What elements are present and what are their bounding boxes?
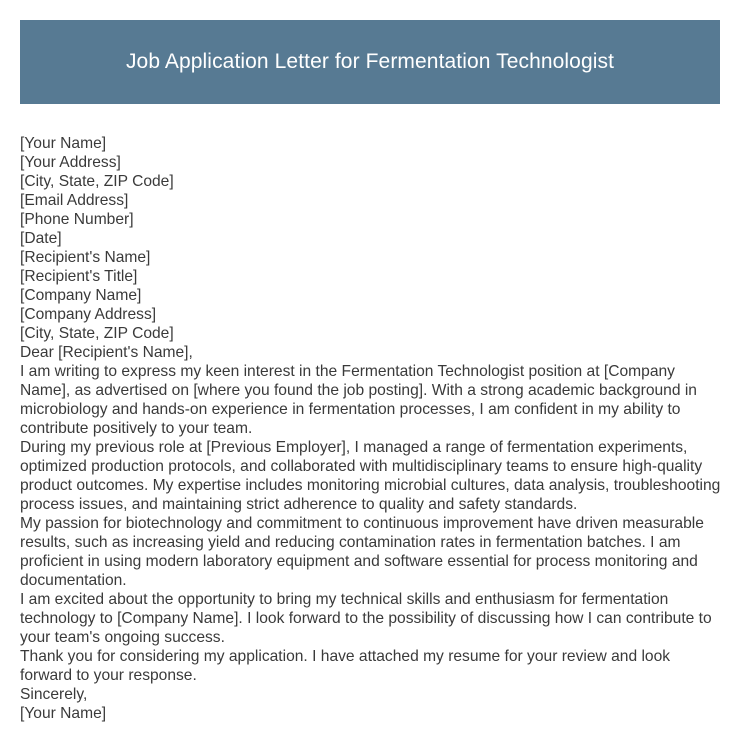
recipient-city-state-zip: [City, State, ZIP Code] xyxy=(20,325,174,342)
recipient-name: [Recipient's Name] xyxy=(20,249,151,266)
paragraph-introduction: I am writing to express my keen interest in the Fermentation Technologist position at [Company Name], as advertised on [where you found the job posting]. With a strong academic background in microbiology and hands-on experience in fermentation processes, I am confident in my ability to contribute positively to your team. xyxy=(20,363,697,437)
sender-phone: [Phone Number] xyxy=(20,211,134,228)
sender-name: [Your Name] xyxy=(20,135,107,152)
page-title: Job Application Letter for Fermentation Technologist xyxy=(125,50,615,73)
salutation: Dear [Recipient's Name], xyxy=(20,344,193,361)
sender-address: [Your Address] xyxy=(20,154,121,171)
paragraph-thanks: Thank you for considering my application. I have attached my resume for your review and look forward to your response. xyxy=(20,648,671,684)
paragraph-experience: During my previous role at [Previous Employer], I managed a range of fermentation experiments, optimized production protocols, and collaborated with multidisciplinary teams to ensure high-quality product outcomes. My expertise includes monitoring microbial cultures, data analysis, troubleshooting process issues, and maintaining strict adherence to quality and safety standards. xyxy=(20,439,721,513)
sender-email: [Email Address] xyxy=(20,192,129,209)
recipient-title: [Recipient's Title] xyxy=(20,268,138,285)
paragraph-achievements: My passion for biotechnology and commitment to continuous improvement have driven measurable results, such as increasing yield and reducing contamination rates in fermentation batches. I am proficient in using modern laboratory equipment and software essential for process monitoring and documentation. xyxy=(20,515,704,589)
letter-date: [Date] xyxy=(20,230,62,247)
recipient-company: [Company Name] xyxy=(20,287,142,304)
recipient-company-address: [Company Address] xyxy=(20,306,157,323)
letter-body xyxy=(20,134,722,723)
paragraph-enthusiasm: I am excited about the opportunity to bring my technical skills and enthusiasm for fermentation technology to [Company Name]. I look forward to the possibility of discussing how I can contribute to your team's ongoing success. xyxy=(20,591,712,646)
signature: [Your Name] xyxy=(20,705,107,722)
letter-title-banner xyxy=(20,20,720,104)
sender-city-state-zip: [City, State, ZIP Code] xyxy=(20,173,174,190)
closing: Sincerely, xyxy=(20,686,88,703)
